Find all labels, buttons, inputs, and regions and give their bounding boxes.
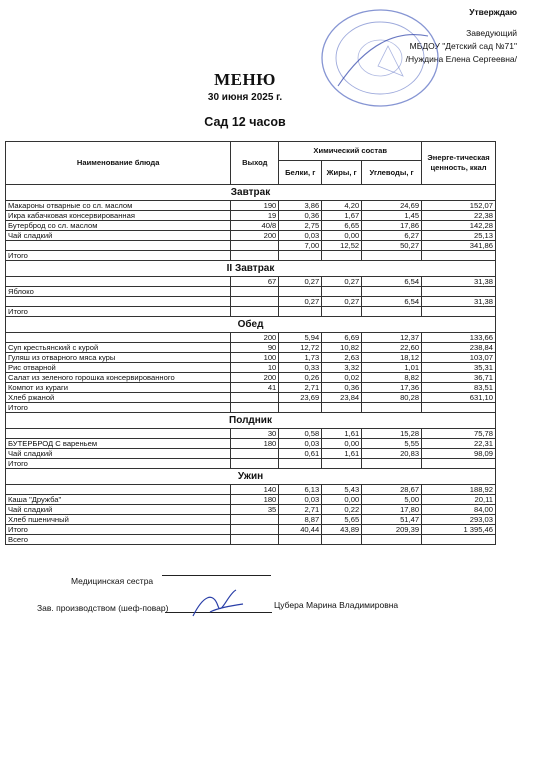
yield-cell [231,535,279,545]
menu-table-body [6,185,496,545]
energy-cell [422,287,496,297]
section-title: II Завтрак [6,261,496,277]
fat-cell: 1,61 [322,449,362,459]
carbs-cell: 18,12 [362,353,422,363]
fat-cell: 6,69 [322,333,362,343]
nurse-signature-label: Медицинская сестра [71,576,154,586]
carbs-cell: 28,67 [362,485,422,495]
carbs-cell: 8,82 [362,373,422,383]
protein-cell: 0,03 [279,439,322,449]
carbs-cell: 51,47 [362,515,422,525]
section-header [6,317,496,333]
fat-cell [322,307,362,317]
fat-cell: 0,00 [322,439,362,449]
carbs-cell: 6,54 [362,297,422,307]
protein-cell: 2,75 [279,221,322,231]
handwritten-signature-icon [188,586,248,622]
dish-name-cell: Икра кабачковая консервированная [6,211,231,221]
carbs-cell: 1,45 [362,211,422,221]
fat-cell: 3,32 [322,363,362,373]
carbs-cell: 17,36 [362,383,422,393]
energy-cell: 22,31 [422,439,496,449]
protein-cell: 0,27 [279,297,322,307]
carbs-cell [362,459,422,469]
carbs-cell: 6,27 [362,231,422,241]
energy-cell: 22,38 [422,211,496,221]
protein-cell: 0,27 [279,277,322,287]
dish-name-cell: Рис отварной [6,363,231,373]
fat-cell: 0,00 [322,231,362,241]
carbs-cell: 1,01 [362,363,422,373]
protein-cell: 2,71 [279,383,322,393]
dish-name-cell: Каша "Дружба" [6,495,231,505]
table-row [6,211,496,221]
protein-cell: 7,00 [279,241,322,251]
header-name: Наименование блюда [6,142,231,185]
table-row [6,241,496,251]
energy-cell: 238,84 [422,343,496,353]
table-row [6,495,496,505]
approval-organization: МБДОУ "Детский сад №71" [409,41,517,51]
energy-cell: 1 395,46 [422,525,496,535]
dish-name-cell [6,429,231,439]
header-fat: Жиры, г [322,161,362,185]
energy-cell: 188,92 [422,485,496,495]
dish-name-cell: Бутерброд со сл. маслом [6,221,231,231]
protein-cell: 0,26 [279,373,322,383]
table-row [6,439,496,449]
dish-name-cell: Итого [6,525,231,535]
table-row [6,383,496,393]
dish-name-cell: Всего [6,535,231,545]
table-row [6,505,496,515]
dish-name-cell: Чай сладкий [6,231,231,241]
energy-cell: 36,71 [422,373,496,383]
dish-name-cell: Гуляш из отварного мяса куры [6,353,231,363]
yield-cell: 10 [231,363,279,373]
protein-cell [279,287,322,297]
yield-cell: 180 [231,439,279,449]
menu-date: 30 июня 2025 г. [207,92,283,103]
menu-subtitle: Сад 12 часов [204,115,286,129]
fat-cell: 5,65 [322,515,362,525]
nurse-signature-line [162,575,271,576]
protein-cell [279,307,322,317]
dish-name-cell: БУТЕРБРОД С вареньем [6,439,231,449]
table-row [6,535,496,545]
protein-cell: 2,71 [279,505,322,515]
energy-cell [422,459,496,469]
yield-cell: 180 [231,495,279,505]
dish-name-cell: Итого [6,403,231,413]
table-row [6,363,496,373]
carbs-cell [362,287,422,297]
protein-cell [279,459,322,469]
carbs-cell [362,307,422,317]
fat-cell: 0,00 [322,495,362,505]
yield-cell [231,307,279,317]
energy-cell [422,535,496,545]
carbs-cell: 20,83 [362,449,422,459]
fat-cell: 0,02 [322,373,362,383]
protein-cell: 0,03 [279,495,322,505]
section-title: Полдник [6,413,496,429]
menu-title: МЕНЮ [214,70,276,89]
energy-cell: 341,86 [422,241,496,251]
table-row [6,353,496,363]
dish-name-cell: Суп крестьянский с курой [6,343,231,353]
approval-position: Заведующий [466,28,517,38]
energy-cell: 31,38 [422,297,496,307]
energy-cell: 35,31 [422,363,496,373]
fat-cell [322,459,362,469]
menu-table [5,141,496,545]
energy-cell: 133,66 [422,333,496,343]
table-row [6,515,496,525]
fat-cell: 5,43 [322,485,362,495]
protein-cell: 0,36 [279,211,322,221]
carbs-cell: 24,69 [362,201,422,211]
fat-cell: 0,27 [322,297,362,307]
carbs-cell [362,251,422,261]
protein-cell: 6,13 [279,485,322,495]
header-yield: Выход [231,142,279,185]
energy-cell: 142,28 [422,221,496,231]
fat-cell: 0,27 [322,277,362,287]
fat-cell: 43,89 [322,525,362,535]
section-title: Завтрак [6,185,496,201]
energy-cell: 75,78 [422,429,496,439]
dish-name-cell: Компот из кураги [6,383,231,393]
energy-cell: 25,13 [422,231,496,241]
table-row [6,459,496,469]
dish-name-cell: Хлеб ржаной [6,393,231,403]
carbs-cell: 80,28 [362,393,422,403]
energy-cell [422,307,496,317]
protein-cell: 8,87 [279,515,322,525]
carbs-cell: 15,28 [362,429,422,439]
table-row [6,449,496,459]
protein-cell: 23,69 [279,393,322,403]
yield-cell: 35 [231,505,279,515]
header-carbs: Углеводы, г [362,161,422,185]
fat-cell [322,403,362,413]
section-header [6,185,496,201]
yield-cell [231,393,279,403]
yield-cell: 40/8 [231,221,279,231]
yield-cell: 190 [231,201,279,211]
table-row [6,231,496,241]
carbs-cell: 50,27 [362,241,422,251]
section-title: Ужин [6,469,496,485]
table-row [6,297,496,307]
protein-cell: 0,61 [279,449,322,459]
energy-cell: 152,07 [422,201,496,211]
dish-name-cell [6,277,231,287]
table-row [6,525,496,535]
carbs-cell: 6,54 [362,277,422,287]
energy-cell: 98,09 [422,449,496,459]
table-row [6,343,496,353]
protein-cell: 1,73 [279,353,322,363]
carbs-cell: 5,55 [362,439,422,449]
header-protein: Белки, г [279,161,322,185]
yield-cell: 200 [231,231,279,241]
yield-cell [231,449,279,459]
yield-cell [231,297,279,307]
dish-name-cell [6,485,231,495]
dish-name-cell: Итого [6,307,231,317]
fat-cell: 6,65 [322,221,362,231]
protein-cell: 5,94 [279,333,322,343]
chef-signature-label: Зав. производством (шеф-повар) [37,603,169,613]
fat-cell [322,287,362,297]
protein-cell [279,403,322,413]
protein-cell: 40,44 [279,525,322,535]
yield-cell: 90 [231,343,279,353]
dish-name-cell: Хлеб пшеничный [6,515,231,525]
carbs-cell: 22,60 [362,343,422,353]
dish-name-cell: Салат из зеленого горошка консервированного [6,373,231,383]
table-row [6,221,496,231]
fat-cell [322,251,362,261]
table-row [6,277,496,287]
table-row [6,393,496,403]
table-row [6,251,496,261]
yield-cell: 30 [231,429,279,439]
dish-name-cell: Чай сладкий [6,505,231,515]
yield-cell: 140 [231,485,279,495]
dish-name-cell [6,297,231,307]
energy-cell: 631,10 [422,393,496,403]
section-title: Обед [6,317,496,333]
energy-cell: 84,00 [422,505,496,515]
dish-name-cell: Итого [6,251,231,261]
yield-cell [231,515,279,525]
yield-cell: 67 [231,277,279,287]
fat-cell [322,535,362,545]
protein-cell: 0,58 [279,429,322,439]
table-row [6,201,496,211]
table-row [6,429,496,439]
protein-cell: 0,03 [279,231,322,241]
dish-name-cell: Итого [6,459,231,469]
energy-cell [422,403,496,413]
carbs-cell: 17,80 [362,505,422,515]
energy-cell: 103,07 [422,353,496,363]
table-row [6,287,496,297]
yield-cell [231,459,279,469]
table-row [6,403,496,413]
dish-name-cell: Макароны отварные со сл. маслом [6,201,231,211]
dish-name-cell: Чай сладкий [6,449,231,459]
table-row [6,307,496,317]
yield-cell: 200 [231,373,279,383]
protein-cell: 12,72 [279,343,322,353]
energy-cell [422,251,496,261]
yield-cell [231,287,279,297]
dish-name-cell [6,241,231,251]
carbs-cell: 209,39 [362,525,422,535]
section-header [6,413,496,429]
yield-cell: 19 [231,211,279,221]
fat-cell: 10,82 [322,343,362,353]
fat-cell: 12,52 [322,241,362,251]
protein-cell: 3,86 [279,201,322,211]
fat-cell: 0,22 [322,505,362,515]
approval-title: Утверждаю [469,7,517,17]
carbs-cell [362,403,422,413]
fat-cell: 0,36 [322,383,362,393]
fat-cell: 1,61 [322,429,362,439]
table-row [6,373,496,383]
energy-cell: 20,11 [422,495,496,505]
approval-name: /Нуждина Елена Сергеевна/ [405,54,517,64]
section-header [6,469,496,485]
yield-cell [231,403,279,413]
carbs-cell: 17,86 [362,221,422,231]
protein-cell: 0,33 [279,363,322,373]
chef-name: Цубера Марина Владимировна [274,600,399,610]
carbs-cell: 5,00 [362,495,422,505]
carbs-cell: 12,37 [362,333,422,343]
section-header [6,261,496,277]
yield-cell: 100 [231,353,279,363]
fat-cell: 2,63 [322,353,362,363]
yield-cell [231,241,279,251]
protein-cell [279,251,322,261]
table-row [6,485,496,495]
yield-cell [231,525,279,535]
dish-name-cell: Яблоко [6,287,231,297]
header-energy: Энерге-тическая ценность, ккал [422,142,496,185]
yield-cell [231,251,279,261]
yield-cell: 200 [231,333,279,343]
carbs-cell [362,535,422,545]
dish-name-cell [6,333,231,343]
protein-cell [279,535,322,545]
energy-cell: 83,51 [422,383,496,393]
energy-cell: 293,03 [422,515,496,525]
energy-cell: 31,38 [422,277,496,287]
header-chem: Химический состав [279,142,422,161]
fat-cell: 23,84 [322,393,362,403]
yield-cell: 41 [231,383,279,393]
table-row [6,333,496,343]
fat-cell: 1,67 [322,211,362,221]
fat-cell: 4,20 [322,201,362,211]
